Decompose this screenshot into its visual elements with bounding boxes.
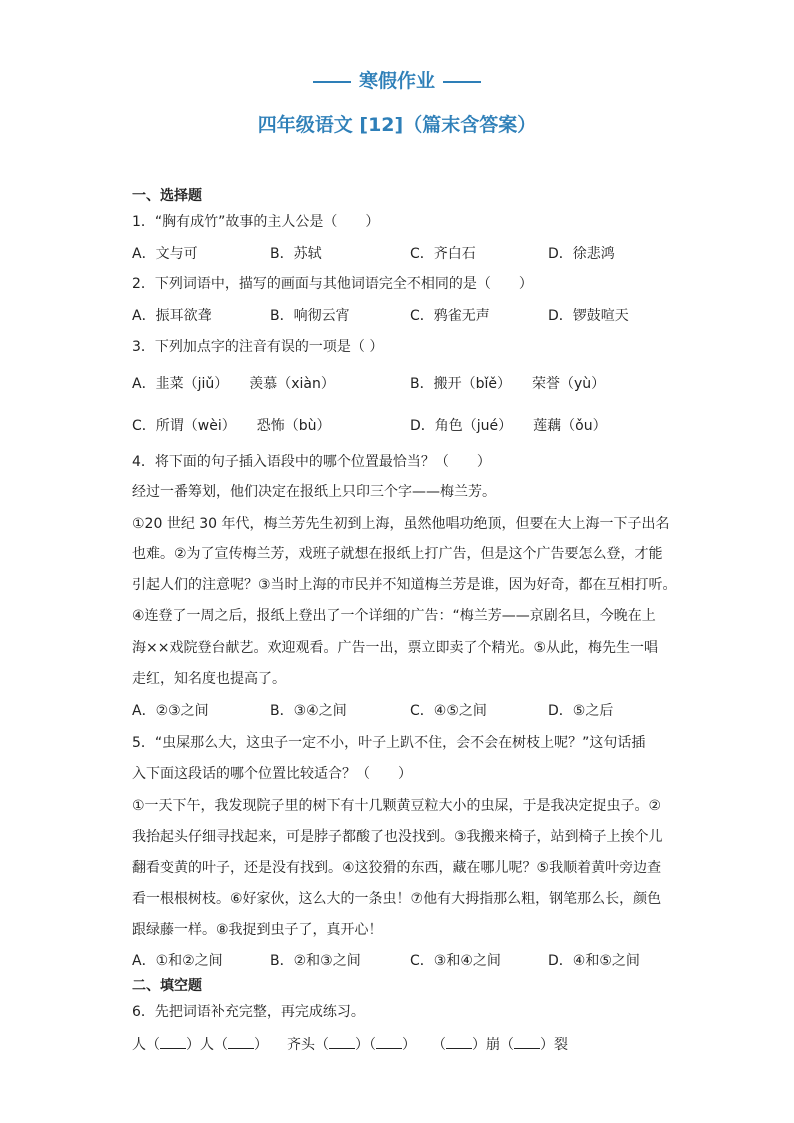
option-b: B．响彻云宵 <box>270 308 350 324</box>
fill-item <box>287 1034 416 1055</box>
question-stem: 2．下列词语中，描写的画面与其他词语完全不相同的是（ ） <box>132 276 533 292</box>
title-dash-right <box>443 81 481 83</box>
question-stem: 5．“虫屎那么大，这虫子一定不小，叶子上趴不住，会不会在树枝上呢？”这句话插 <box>132 735 646 751</box>
passage-line: ④连登了一周之后，报纸上登出了一个详细的广告：“梅兰芳——京剧名旦，今晚在上 <box>132 608 656 624</box>
fill-text: ）崩（ <box>472 1037 514 1053</box>
passage-line: 翻看变黄的叶子，还是没有找到。④这狡猾的东西，藏在哪儿呢？⑤我顺着黄叶旁边查 <box>132 860 662 876</box>
option-d: D．锣鼓喧天 <box>548 308 629 324</box>
fill-blank[interactable] <box>160 1034 186 1049</box>
fill-blank[interactable] <box>446 1034 472 1049</box>
fill-item <box>432 1034 568 1055</box>
passage-line: 也难。②为了宣传梅兰芳，戏班子就想在报纸上打广告，但是这个广告要怎么登，才能 <box>132 546 663 562</box>
fill-item <box>132 1034 268 1055</box>
option-a: A．①和②之间 <box>132 953 223 969</box>
header-title-text: 寒假作业 <box>358 70 435 92</box>
option-c: C．鸦雀无声 <box>410 308 490 324</box>
insert-sentence: 经过一番筹划，他们决定在报纸上只印三个字——梅兰芳。 <box>132 484 496 500</box>
passage-line: 海××戏院登台献艺。欢迎观看。广告一出，票立即卖了个精光。⑤从此，梅先生一唱 <box>132 640 659 656</box>
fill-text: （ <box>432 1037 446 1053</box>
option-b: B．③④之间 <box>270 703 347 719</box>
passage-line: ①一天下午，我发现院子里的树下有十几颗黄豆粒大小的虫屎，于是我决定捉虫子。② <box>132 798 662 814</box>
fill-text: ）裂 <box>540 1037 568 1053</box>
fill-blank[interactable] <box>228 1034 254 1049</box>
question-stem: 3．下列加点字的注音有误的一项是（ ） <box>132 339 384 355</box>
fill-blank[interactable] <box>514 1034 540 1049</box>
passage-line: 引起人们的注意呢？③当时上海的市民并不知道梅兰芳是谁，因为好奇，都在互相打听。 <box>132 577 677 593</box>
option-c: C．④⑤之间 <box>410 703 487 719</box>
passage-line: 跟绿藤一样。⑧我捉到虫子了，真开心！ <box>132 922 383 938</box>
question-stem: 6．先把词语补充完整，再完成练习。 <box>132 1004 365 1020</box>
option-d: D．角色（jué） 莲藕（ǒu） <box>410 418 607 434</box>
option-d: D．徐悲鸿 <box>548 246 615 262</box>
option-d: D．④和⑤之间 <box>548 953 640 969</box>
option-b: B．搬开（bǐě） 荣誉（yù） <box>410 376 606 392</box>
option-b: B．苏轼 <box>270 246 322 262</box>
fill-text: ） <box>402 1037 416 1053</box>
option-a: A．振耳欲聋 <box>132 308 212 324</box>
option-c: C．③和④之间 <box>410 953 501 969</box>
section-title: 一、选择题 <box>132 188 202 204</box>
option-a: A．文与可 <box>132 246 198 262</box>
option-c: C．齐白石 <box>410 246 476 262</box>
passage-line: 看一根根树枝。⑥好家伙，这么大的一条虫！⑦他有大拇指那么粗，钢笔那么长，颜色 <box>132 891 662 907</box>
question-stem: 1．“胸有成竹”故事的主人公是（ ） <box>132 214 380 230</box>
fill-text: ） <box>254 1037 268 1053</box>
fill-blank[interactable] <box>329 1034 355 1049</box>
header-subtitle: 四年级语文 [12]（篇末含答案） <box>257 114 537 136</box>
title-dash-left <box>313 81 351 83</box>
option-a: A．②③之间 <box>132 703 209 719</box>
fill-blank[interactable] <box>376 1034 402 1049</box>
fill-text: ）（ <box>355 1037 376 1053</box>
fill-text: 人（ <box>132 1037 160 1053</box>
fill-text: 齐头（ <box>287 1037 329 1053</box>
option-a: A．韭菜（jiǔ） 羡慕（xiàn） <box>132 376 335 392</box>
passage-line: ①20 世纪 30 年代，梅兰芳先生初到上海，虽然他唱功绝顶，但要在大上海一下子出名 <box>132 516 670 532</box>
option-b: B．②和③之间 <box>270 953 361 969</box>
section-title: 二、填空题 <box>132 978 202 994</box>
question-stem: 4．将下面的句子插入语段中的哪个位置最恰当？（ ） <box>132 454 491 470</box>
header-title <box>0 66 794 96</box>
passage-line: 我抬起头仔细寻找起来，可是脖子都酸了也没找到。③我搬来椅子，站到椅子上挨个儿 <box>132 829 663 845</box>
question-stem: 入下面这段话的哪个位置比较适合？（ ） <box>132 766 412 782</box>
fill-text: ）人（ <box>186 1037 228 1053</box>
option-c: C．所谓（wèi） 恐怖（bù） <box>132 418 331 434</box>
passage-line: 走红，知名度也提高了。 <box>132 671 286 687</box>
option-d: D．⑤之后 <box>548 703 614 719</box>
